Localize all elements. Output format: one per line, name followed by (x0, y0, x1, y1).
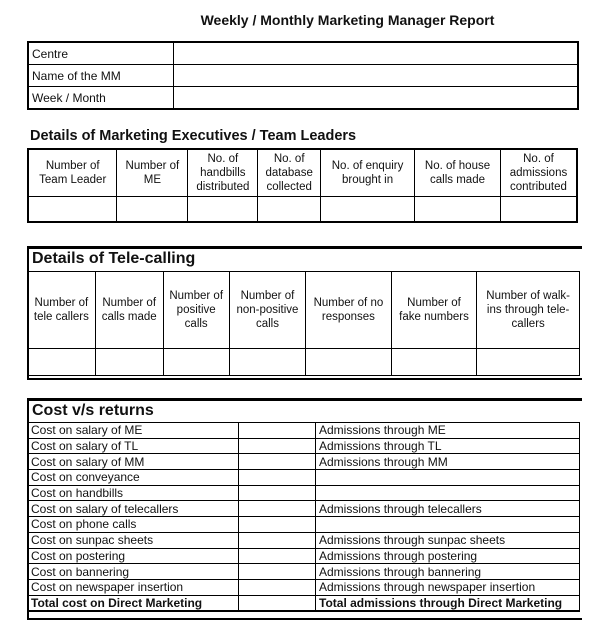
tele-header-line: Number of (407, 297, 461, 309)
tele-header-line: non-positive (236, 304, 299, 316)
exec-header-line: collected (266, 181, 312, 193)
cost-item-label: Cost on newspaper insertion (28, 579, 239, 595)
tele-header-line: Number of (169, 290, 224, 302)
tele-header-line: ins through tele- (486, 304, 570, 316)
cost-value-field[interactable] (239, 485, 316, 501)
cost-row (28, 454, 580, 470)
cost-item-label: Cost on postering (28, 548, 239, 564)
exec-header-line: contributed (510, 181, 567, 193)
cost-row (28, 438, 580, 454)
exec-entry-cell[interactable] (188, 197, 258, 223)
info-row (28, 87, 578, 110)
cost-heading: Cost v/s returns (32, 402, 154, 419)
tele-entry-cell[interactable] (477, 349, 580, 376)
exec-header-line: No. of house (424, 160, 491, 172)
cost-value-field[interactable] (239, 517, 316, 533)
exec-column-header (321, 149, 415, 197)
cost-row (28, 579, 580, 595)
exec-header-line: brought in (341, 174, 394, 186)
exec-header-line: Number of (125, 160, 180, 172)
exec-header-line: distributed (196, 181, 250, 193)
tele-header-line: Number of (240, 290, 295, 302)
return-item-label (316, 485, 580, 501)
tele-entry-cell[interactable] (95, 349, 163, 376)
return-item-label: Total admissions through Direct Marketing (316, 595, 580, 611)
cost-value-field[interactable] (239, 501, 316, 517)
cost-row (28, 517, 580, 533)
cost-value-field[interactable] (239, 548, 316, 564)
return-item-label (316, 517, 580, 533)
report-title: Weekly / Monthly Marketing Manager Report (200, 12, 495, 28)
cost-value-field[interactable] (239, 470, 316, 486)
tele-header-line: calls made (101, 311, 157, 323)
cost-row (28, 548, 580, 564)
info-value-field[interactable] (174, 87, 579, 110)
return-item-label: Admissions through newspaper insertion (316, 579, 580, 595)
tele-column-header (391, 272, 477, 349)
tele-column-header (95, 272, 163, 349)
exec-column-header (28, 149, 117, 197)
tele-column-header (28, 272, 96, 349)
tele-header-line: Number of (102, 297, 157, 309)
exec-column-header (117, 149, 188, 197)
cost-table (27, 422, 580, 612)
return-item-label: Admissions through bannering (316, 564, 580, 580)
cost-value-field[interactable] (239, 595, 316, 611)
tele-header-line: positive (176, 304, 216, 316)
info-value-field[interactable] (174, 65, 579, 87)
tele-header-line: calls (255, 318, 279, 330)
return-item-label: Admissions through sunpac sheets (316, 532, 580, 548)
tele-entry-cell[interactable] (306, 349, 392, 376)
tele-header-line: Number of walk- (486, 290, 571, 302)
cost-total-row (28, 595, 580, 611)
info-table (27, 41, 579, 110)
cost-item-label: Cost on handbills (28, 485, 239, 501)
tele-heading: Details of Tele-calling (32, 250, 196, 267)
info-label: Centre (28, 42, 174, 65)
cost-item-label: Cost on salary of MM (28, 454, 239, 470)
tele-header-line: Number of (34, 297, 89, 309)
return-item-label: Admissions through postering (316, 548, 580, 564)
cost-item-label: Cost on sunpac sheets (28, 532, 239, 548)
cost-row (28, 532, 580, 548)
tele-header-line: responses (321, 311, 375, 323)
cost-value-field[interactable] (239, 438, 316, 454)
tele-entry-cell[interactable] (28, 349, 96, 376)
exec-entry-cell[interactable] (415, 197, 501, 223)
return-item-label (316, 470, 580, 486)
exec-header-line: No. of (207, 153, 239, 165)
exec-header-line: handbills (200, 167, 246, 179)
return-item-label: Admissions through MM (316, 454, 580, 470)
cost-item-label: Cost on salary of ME (28, 423, 239, 439)
tele-column-header (229, 272, 305, 349)
cost-value-field[interactable] (239, 423, 316, 439)
exec-header-line: Team Leader (39, 174, 107, 186)
tele-column-header (306, 272, 392, 349)
tele-header-line: Number of no (313, 297, 384, 309)
cost-item-label: Cost on conveyance (28, 470, 239, 486)
info-row (28, 65, 578, 87)
info-value-field[interactable] (174, 42, 579, 65)
exec-column-header (500, 149, 577, 197)
exec-header-line: admissions (509, 167, 568, 179)
exec-header-line: calls made (430, 174, 485, 186)
exec-column-header (415, 149, 501, 197)
cost-value-field[interactable] (239, 579, 316, 595)
exec-entry-cell[interactable] (117, 197, 188, 223)
exec-entry-cell[interactable] (258, 197, 321, 223)
return-item-label: Admissions through telecallers (316, 501, 580, 517)
cost-value-field[interactable] (239, 564, 316, 580)
cost-item-label: Cost on salary of telecallers (28, 501, 239, 517)
cost-item-label: Cost on salary of TL (28, 438, 239, 454)
tele-entry-cell[interactable] (229, 349, 305, 376)
exec-heading: Details of Marketing Executives / Team Leaders (30, 128, 357, 144)
cost-value-field[interactable] (239, 454, 316, 470)
exec-table (27, 148, 578, 223)
tele-entry-cell[interactable] (163, 349, 229, 376)
info-label: Week / Month (28, 87, 174, 110)
return-item-label: Admissions through ME (316, 423, 580, 439)
exec-column-header (188, 149, 258, 197)
exec-header-line: No. of (523, 153, 554, 165)
exec-entry-cell[interactable] (28, 197, 117, 223)
cost-value-field[interactable] (239, 532, 316, 548)
cost-item-label: Cost on phone calls (28, 517, 239, 533)
return-item-label: Admissions through TL (316, 438, 580, 454)
cost-row (28, 423, 580, 439)
cost-row (28, 564, 580, 580)
exec-header-line: No. of (273, 153, 305, 165)
tele-header-line: tele callers (33, 311, 89, 323)
exec-header-line: database (265, 167, 313, 179)
exec-column-header (258, 149, 321, 197)
exec-entry-cell[interactable] (321, 197, 415, 223)
info-label: Name of the MM (28, 65, 174, 87)
cost-row (28, 485, 580, 501)
exec-entry-cell[interactable] (500, 197, 577, 223)
tele-column-header (477, 272, 580, 349)
tele-header-line: calls (184, 318, 208, 330)
cost-item-label: Cost on bannering (28, 564, 239, 580)
cost-row (28, 470, 580, 486)
exec-header-line: No. of enquiry (331, 160, 404, 172)
exec-header-line: ME (143, 174, 161, 186)
tele-header-line: fake numbers (399, 311, 469, 323)
tele-column-header (163, 272, 229, 349)
cost-row (28, 501, 580, 517)
tele-header-line: callers (511, 318, 545, 330)
tele-entry-cell[interactable] (391, 349, 477, 376)
cost-item-label: Total cost on Direct Marketing (28, 595, 239, 611)
info-row (28, 42, 578, 65)
tele-table (27, 271, 580, 376)
exec-header-line: Number of (45, 160, 100, 172)
